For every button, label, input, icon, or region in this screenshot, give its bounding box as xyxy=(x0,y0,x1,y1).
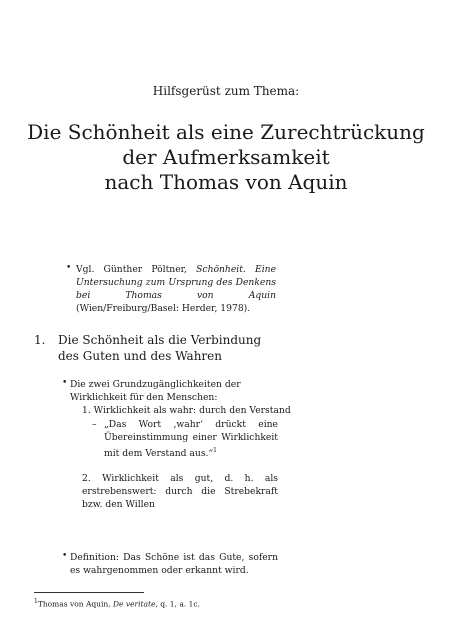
quote-body: „Das Wort ‚wahr‘ drückt eine Übereinstimmung einer Wirklichkeit mit dem Verstand aus.“ xyxy=(104,419,278,460)
reference-bullet: • xyxy=(66,263,72,273)
bullet-grundzugaenglichkeiten: Die zwei Grundzugänglichkeiten der Wirklichkeit für den Menschen: xyxy=(70,379,241,403)
footnote xyxy=(34,597,200,610)
title-line-1: Die Schönheit als eine Zurechtrückung xyxy=(27,120,425,144)
reference-text xyxy=(76,263,276,315)
footnote-loc: , q. 1, a. 1c. xyxy=(155,599,200,609)
section-title: Die Schönheit als die Verbindung des Guten und des Wahren xyxy=(58,333,262,363)
footnote-ref[interactable]: 1 xyxy=(213,447,217,454)
reference-work-title: Schönheit. Eine Untersuchung zum Ursprung des Denkens bei Thomas von Aquin xyxy=(76,264,277,301)
footnote-work: De veritate xyxy=(113,599,156,609)
title-line-2: der Aufmerksamkeit xyxy=(122,145,330,169)
reference-prefix: Vgl. Günther Pöltner, xyxy=(76,264,197,275)
bullet-definition: Definition: Das Schöne ist das Gute, sofern es wahrgenommen oder erkannt wird. xyxy=(70,552,278,576)
list-item-gut: 2. Wirklichkeit als gut, d. h. als erstrebenswert: durch die Strebekraft bzw. den Willen xyxy=(82,473,278,510)
title-line-3: nach Thomas von Aquin xyxy=(104,170,348,194)
kicker-text: Hilfsgerüst zum Thema: xyxy=(152,84,300,98)
page-title xyxy=(0,120,452,195)
list-item-wahr: 1. Wirklichkeit als wahr: durch den Verstand xyxy=(82,405,291,416)
quote-text xyxy=(104,418,278,460)
reference-publisher: (Wien/Freiburg/Basel: Herder, 1978). xyxy=(76,303,251,314)
footnote-rule xyxy=(34,592,144,593)
bullet-marker: • xyxy=(62,551,68,561)
dash-marker: – xyxy=(92,419,97,430)
section-number: 1. xyxy=(34,333,46,347)
footnote-author: Thomas von Aquin, xyxy=(37,599,114,609)
footnote-mark: 1 xyxy=(34,598,38,605)
bullet-marker: • xyxy=(62,378,68,388)
